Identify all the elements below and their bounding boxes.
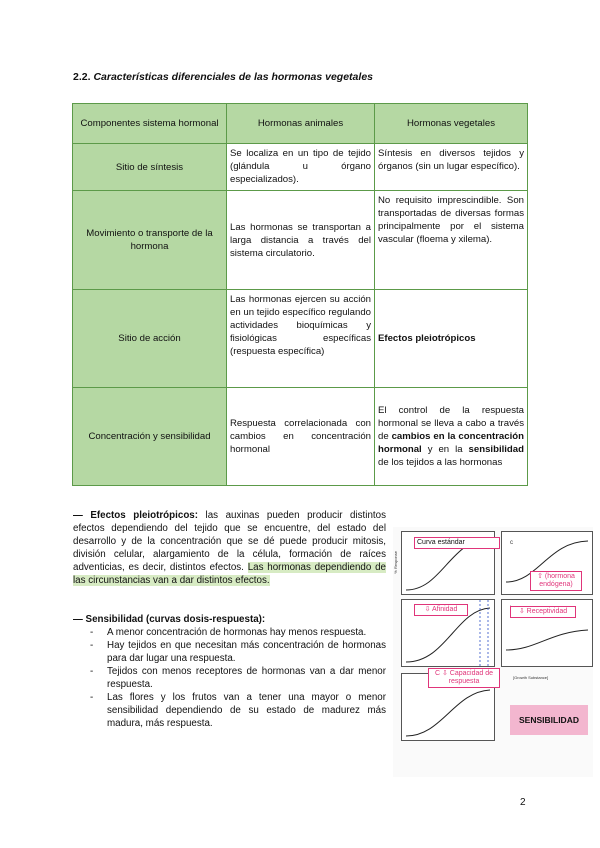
sens-dash: — [73,614,83,625]
sens-heading [73,613,386,626]
section-title: Características diferenciales de las hormonas vegetales [93,71,373,83]
plant-cell [375,388,528,486]
label-endogenous: ⇧ (hormona endógena) [530,571,582,591]
axis-label: % Response [393,551,398,574]
table-row [73,144,528,191]
plant-cell: Efectos pleiotrópicos [375,290,528,388]
header-animal: Hormonas animales [227,104,375,144]
dose-response-figure [393,527,593,777]
header-plant: Hormonas vegetales [375,104,528,144]
animal-cell: Las hormonas se transportan a larga distancia a través del sistema circulatorio. [227,191,375,290]
comparison-table [72,103,528,486]
pleio-title: Efectos pleiotrópicos: [90,510,199,521]
plant-text-part: El control de la respuesta hormonal se lleva a cabo a través de [378,405,524,442]
pleiotropic-paragraph [73,509,386,587]
sensitivity-section [73,613,386,730]
animal-cell: Respuesta correlacionada con cambios en concentración hormonal [227,388,375,486]
list-item: - A menor concentración de hormonas hay menos respuesta. [73,626,386,639]
animal-cell: Las hormonas ejercen su acción en un tejido específico regulando actividades bioquímicas y fisiológicas específicas (respuesta específica) [227,290,375,388]
sens-title: Sensibilidad (curvas dosis-respuesta): [85,614,266,625]
label-affinity: ⇩ Afinidad [414,604,468,616]
row-label: Sitio de acción [73,290,227,388]
panel-mark-c: c [510,540,513,546]
page-number: 2 [520,797,526,808]
pleio-dash: — [73,510,83,521]
row-label: Movimiento o transporte de la hormona [73,191,227,290]
x-axis-label: [Growth Substance] [513,675,549,680]
section-number: 2.2. [73,71,91,83]
plant-text-part: de los tejidos a las hormonas [378,457,503,468]
sensitivity-badge: SENSIBILIDAD [510,705,588,735]
pleio-text: las auxinas pueden producir distintos efectos dependiendo del tejido que se encuentre, del estado del desarrollo y de la concentración que se dé puede producir mitosis, división celular, alargamiento de la célula, formación de raíces adventicias, es decir, distintos efectos. [73,510,386,573]
label-receptivity: ⇩ Receptividad [510,606,576,618]
label-capacity: C ⇩ Capacidad de respuesta [428,668,500,688]
table-row [73,191,528,290]
sens-list [73,626,386,730]
label-standard-curve: Curva estándar [414,537,500,549]
plant-bold-part: cambios en la concentración hormonal [378,431,524,455]
list-item: - Hay tejidos en que necesitan más concentración de hormonas para dar lugar una respuesta. [73,639,386,665]
table-header-row [73,104,528,144]
row-label: Sitio de síntesis [73,144,227,191]
table-row [73,290,528,388]
table-row [73,388,528,486]
plant-cell: No requisito imprescindible. Son transportadas de diversas formas principalmente por el sistema vascular (floema y xilema). [375,191,528,290]
plant-bold-part: sensibilidad [468,444,524,455]
plant-cell: Síntesis en diversos tejidos y órganos (sin un lugar específico). [375,144,528,191]
list-item: - Tejidos con menos receptores de hormonas van a dar menor respuesta. [73,665,386,691]
section-heading [73,71,373,83]
header-components: Componentes sistema hormonal [73,104,227,144]
plant-text-part: y en la [421,444,469,455]
animal-cell: Se localiza en un tipo de tejido (glándula u órgano especializados). [227,144,375,191]
pleio-highlight: Las hormonas dependiendo de las circunstancias van a dar distintos efectos. [73,562,386,586]
list-item: - Las flores y los frutos van a tener una mayor o menor sensibilidad dependiendo de su estado de madurez más madura, más respuesta. [73,691,386,730]
row-label: Concentración y sensibilidad [73,388,227,486]
